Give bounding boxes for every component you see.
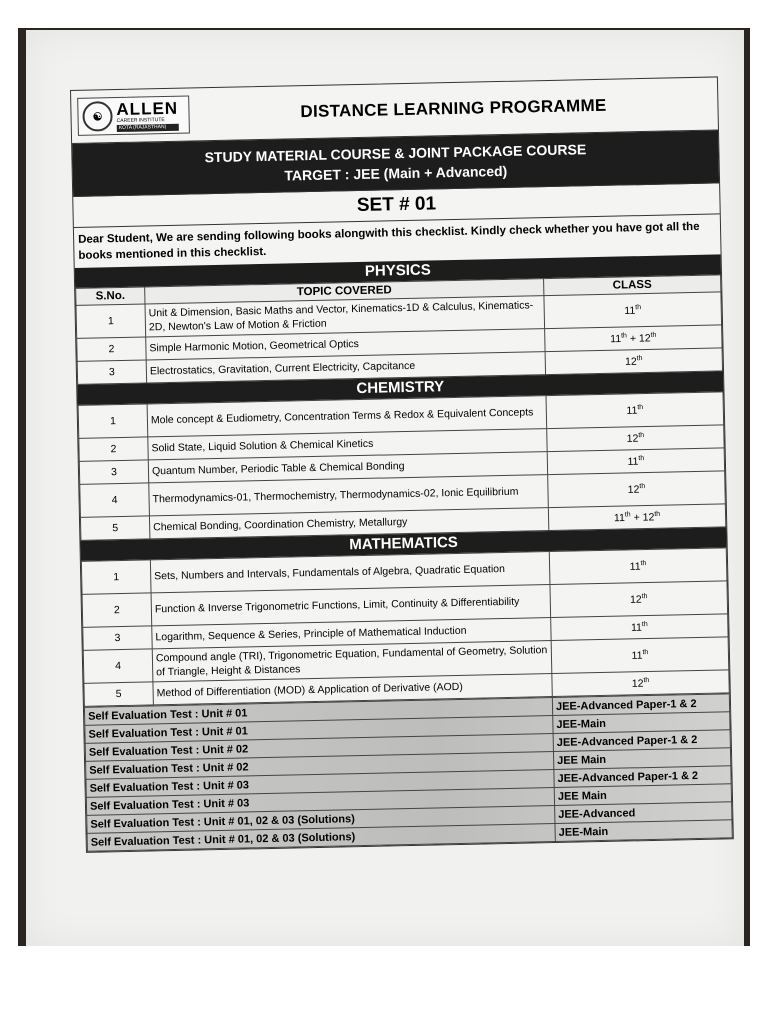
row-topic: Sets, Numbers and Intervals, Fundamentals of Algebra, Quadratic Equation bbox=[150, 552, 550, 593]
row-class: 11th bbox=[549, 548, 727, 585]
row-class: 11th + 12th bbox=[548, 504, 725, 531]
row-sno: 3 bbox=[79, 460, 148, 484]
eval-name: Self Evaluation Test : Unit # 01, 02 & 03 (Solutions) bbox=[87, 806, 555, 834]
programme-title: DISTANCE LEARNING PROGRAMME bbox=[300, 95, 607, 122]
row-sno: 2 bbox=[77, 337, 146, 361]
course-target: TARGET : JEE (Main + Advanced) bbox=[284, 162, 508, 184]
logo-city: KOTA (RAJASTHAN) bbox=[117, 123, 179, 131]
student-note: Dear Student, We are sending following books alongwith this checklist. Kindly check whether you have got all the books mentioned in this checklist. bbox=[78, 220, 700, 262]
row-topic: Logarithm, Sequence & Series, Principle of Mathematical Induction bbox=[152, 618, 551, 649]
logo-name: ALLEN bbox=[116, 98, 179, 119]
class-column-header: CLASS bbox=[544, 275, 721, 296]
row-topic: Unit & Dimension, Basic Maths and Vector, Kinematics-1D & Calculus, Kinematics-2D, Newton's Law of Motion & Friction bbox=[145, 296, 545, 337]
eval-type: JEE Main bbox=[554, 784, 731, 806]
eval-name: Self Evaluation Test : Unit # 03 bbox=[86, 770, 554, 798]
row-topic: Thermodynamics-01, Thermochemistry, Thermodynamics-02, Ionic Equilibrium bbox=[149, 475, 549, 516]
row-topic: Solid State, Liquid Solution & Chemical Kinetics bbox=[148, 429, 547, 460]
row-sno: 4 bbox=[80, 483, 150, 517]
row-topic: Function & Inverse Trigonometric Functions, Limit, Continuity & Differentiability bbox=[151, 585, 551, 626]
row-sno: 1 bbox=[76, 304, 146, 338]
physics-section-header: PHYSICS bbox=[75, 254, 721, 288]
row-class: 11th bbox=[546, 392, 724, 429]
eval-name: Self Evaluation Test : Unit # 01 bbox=[84, 698, 552, 726]
sno-column-header: S.No. bbox=[76, 287, 145, 305]
mathematics-section-header: MATHEMATICS bbox=[80, 527, 726, 561]
row-class: 12th bbox=[550, 581, 728, 618]
row-class: 11th bbox=[544, 292, 722, 329]
row-topic: Chemical Bonding, Coordination Chemistry, Metallurgy bbox=[149, 508, 548, 539]
row-class: 11th bbox=[551, 614, 728, 641]
checklist-document bbox=[70, 76, 734, 852]
row-sno: 3 bbox=[83, 626, 152, 650]
eval-type: JEE-Advanced Paper-1 & 2 bbox=[554, 766, 731, 788]
logo-emblem-icon: ☯ bbox=[82, 101, 113, 132]
row-sno: 2 bbox=[82, 593, 152, 627]
topic-column-header: TOPIC COVERED bbox=[145, 279, 544, 304]
row-class: 12th bbox=[548, 471, 726, 508]
row-class: 11th bbox=[551, 637, 729, 674]
row-topic: Method of Differentiation (MOD) & Application of Derivative (AOD) bbox=[153, 674, 552, 705]
row-sno: 5 bbox=[80, 516, 149, 540]
set-title: SET # 01 bbox=[73, 183, 720, 228]
eval-type: JEE-Main bbox=[553, 712, 730, 734]
row-topic: Mole concept & Eudiometry, Concentration Terms & Redox & Equivalent Concepts bbox=[147, 396, 547, 437]
eval-type: JEE-Main bbox=[555, 820, 732, 842]
eval-name: Self Evaluation Test : Unit # 02 bbox=[86, 752, 554, 780]
row-topic: Electrostatics, Gravitation, Current Electricity, Capcitance bbox=[146, 352, 545, 383]
row-sno: 5 bbox=[84, 682, 153, 706]
row-sno: 3 bbox=[77, 360, 146, 384]
row-class: 12th bbox=[552, 670, 729, 697]
row-class: 12th bbox=[547, 425, 724, 452]
row-sno: 4 bbox=[83, 649, 153, 683]
eval-type: JEE Main bbox=[553, 748, 730, 770]
row-class: 12th bbox=[545, 348, 722, 375]
mathematics-table bbox=[81, 547, 730, 706]
chemistry-table bbox=[78, 391, 727, 540]
self-evaluation-table bbox=[84, 693, 733, 851]
eval-name: Self Evaluation Test : Unit # 01 bbox=[85, 716, 553, 744]
chemistry-section-header: CHEMISTRY bbox=[77, 371, 723, 405]
eval-type: JEE-Advanced Paper-1 & 2 bbox=[553, 730, 730, 752]
row-class: 11th + 12th bbox=[545, 325, 722, 352]
row-topic: Quantum Number, Periodic Table & Chemical Bonding bbox=[148, 452, 547, 483]
row-sno: 1 bbox=[78, 404, 148, 438]
physics-table bbox=[75, 274, 723, 385]
allen-logo bbox=[77, 96, 190, 136]
eval-name: Self Evaluation Test : Unit # 01, 02 & 03 (Solutions) bbox=[87, 824, 555, 852]
eval-name: Self Evaluation Test : Unit # 03 bbox=[86, 788, 554, 816]
eval-name: Self Evaluation Test : Unit # 02 bbox=[85, 734, 553, 762]
row-sno: 1 bbox=[81, 560, 151, 594]
row-topic: Simple Harmonic Motion, Geometrical Optics bbox=[146, 329, 545, 360]
eval-type: JEE-Advanced bbox=[555, 802, 732, 824]
row-topic: Compound angle (TRI), Trigonometric Equation, Fundamental of Geometry, Solution of Triangle, Height & Distances bbox=[152, 641, 552, 682]
course-title: STUDY MATERIAL COURSE & JOINT PACKAGE COURSE bbox=[204, 141, 587, 166]
row-class: 11th bbox=[547, 448, 724, 475]
logo-subtitle: CAREER INSTITUTE bbox=[116, 116, 165, 124]
row-sno: 2 bbox=[79, 437, 148, 461]
eval-type: JEE-Advanced Paper-1 & 2 bbox=[552, 694, 729, 716]
